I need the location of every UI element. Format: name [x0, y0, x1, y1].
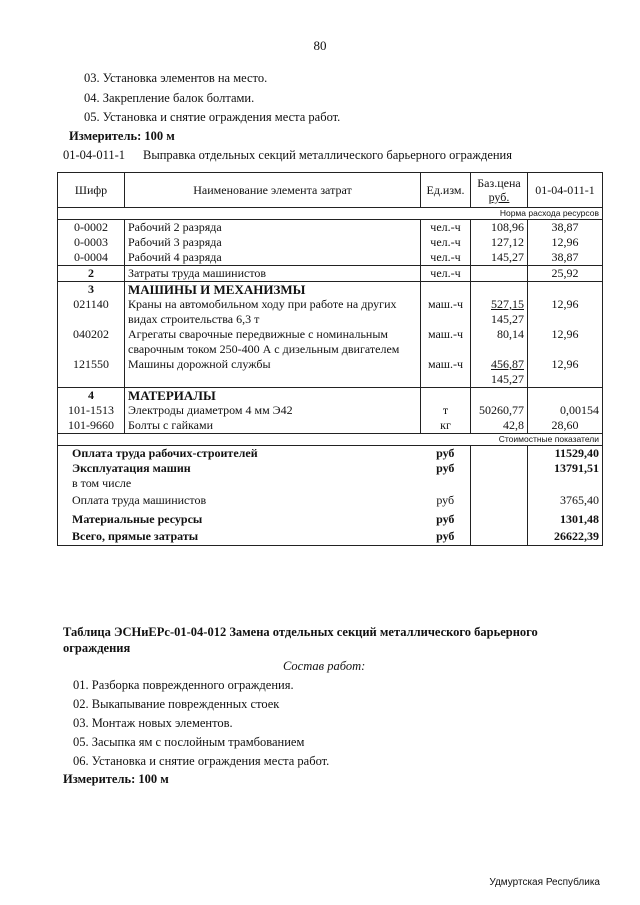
- row-code: 121550: [58, 357, 125, 388]
- row-code: 0-0002: [58, 220, 125, 236]
- cost-row: [58, 476, 603, 491]
- row-norm: 38,87: [528, 250, 603, 266]
- norm-band-row: [58, 208, 603, 220]
- cost-row: [58, 446, 603, 462]
- row-norm: 12,96: [528, 357, 603, 388]
- row-norm: 12,96: [528, 297, 603, 327]
- work-step: 03. Установка элементов на место.: [84, 71, 268, 85]
- table-row: [58, 418, 603, 434]
- table2-title: Таблица ЭСНиЕРс-01-04-012 Замена отдельных секций металлического барьерного: [63, 625, 538, 639]
- row-price-secondary: 145,27: [491, 372, 524, 386]
- work-step: 03. Монтаж новых элементов.: [73, 716, 233, 730]
- table-row: [58, 297, 603, 327]
- table-row: [58, 357, 603, 388]
- row-code: 040202: [58, 327, 125, 357]
- row-norm: 12,96: [528, 327, 603, 357]
- row-unit: маш.-ч: [421, 327, 471, 357]
- header-code: Шифр: [58, 173, 125, 208]
- cost-unit: руб: [421, 510, 471, 528]
- row-code: 101-9660: [58, 418, 125, 434]
- row-price: 127,12: [471, 235, 528, 250]
- row-name: Болты с гайками: [125, 418, 421, 434]
- row-name: Затраты труда машинистов: [125, 266, 421, 282]
- work-step: 05. Засыпка ям с послойным трамбованием: [73, 735, 305, 749]
- row-name: Машины дорожной службы: [125, 357, 421, 388]
- section-number: 3: [58, 282, 125, 298]
- cost-band-row: [58, 434, 603, 446]
- row-unit: чел.-ч: [421, 266, 471, 282]
- row-code: 101-1513: [58, 403, 125, 418]
- row-name: Электроды диаметром 4 мм Э42: [125, 403, 421, 418]
- row-price-main: 527,15: [491, 297, 524, 311]
- section-title: Выправка отдельных секций металлического барьерного ограждения: [143, 148, 512, 162]
- row-unit: чел.-ч: [421, 235, 471, 250]
- row-name: Агрегаты сварочные передвижные с номинальным сварочным током 250-400 А с дизельным двигателем: [125, 327, 421, 357]
- cost-label: Оплата труда машинистов: [58, 491, 421, 510]
- row-norm: 25,92: [528, 266, 603, 282]
- row-norm: 0,00154: [528, 403, 603, 418]
- row-price-main: 456,87: [491, 357, 524, 371]
- section-heading: МАТЕРИАЛЫ: [125, 388, 421, 404]
- cost-unit: руб: [421, 491, 471, 510]
- table-header-row: [58, 173, 603, 208]
- cost-unit: руб: [421, 446, 471, 462]
- cost-value: 26622,39: [528, 528, 603, 546]
- row-code: 021140: [58, 297, 125, 327]
- row-name: Рабочий 4 разряда: [125, 250, 421, 266]
- cost-row: [58, 491, 603, 510]
- cost-unit: руб: [421, 461, 471, 476]
- row-norm: 12,96: [528, 235, 603, 250]
- work-step: 02. Выкапывание поврежденных стоек: [73, 697, 280, 711]
- row-unit: кг: [421, 418, 471, 434]
- row-code: 2: [58, 266, 125, 282]
- meter-label: Измеритель: 100 м: [63, 772, 169, 786]
- row-price: [471, 266, 528, 282]
- cost-value: 3765,40: [528, 491, 603, 510]
- row-name: Краны на автомобильном ходу при работе на других видах строительства 6,3 т: [125, 297, 421, 327]
- row-price: 50260,77: [471, 403, 528, 418]
- row-price: [471, 357, 528, 388]
- work-step: 06. Установка и снятие ограждения места работ.: [73, 754, 330, 768]
- row-price-secondary: 145,27: [491, 312, 524, 326]
- row-name: Рабочий 3 разряда: [125, 235, 421, 250]
- cost-unit: руб: [421, 528, 471, 546]
- page-number: 80: [313, 38, 327, 53]
- cost-label: Эксплуатация машин: [58, 461, 421, 476]
- row-unit: чел.-ч: [421, 220, 471, 236]
- cost-value: 13791,51: [528, 461, 603, 476]
- work-step: 04. Закрепление балок болтами.: [84, 91, 255, 105]
- row-unit: маш.-ч: [421, 357, 471, 388]
- table-row: [58, 403, 603, 418]
- cost-row: [58, 528, 603, 546]
- row-code: 0-0003: [58, 235, 125, 250]
- work-step: 05. Установка и снятие ограждения места работ.: [84, 110, 341, 124]
- norm-band: Норма расхода ресурсов: [58, 208, 603, 220]
- row-price: 108,96: [471, 220, 528, 236]
- cost-band: Стоимостные показатели: [58, 434, 603, 446]
- cost-label: Материальные ресурсы: [58, 510, 421, 528]
- row-price: [471, 297, 528, 327]
- row-price: 42,8: [471, 418, 528, 434]
- header-norm: 01-04-011-1: [528, 173, 603, 208]
- table2-title-cont: ограждения: [63, 641, 131, 655]
- table-row: [58, 266, 603, 282]
- section-heading: МАШИНЫ И МЕХАНИЗМЫ: [125, 282, 421, 298]
- section-row: [58, 388, 603, 404]
- table-row: [58, 235, 603, 250]
- cost-value: [528, 476, 603, 491]
- meter-label: Измеритель: 100 м: [69, 129, 175, 143]
- table-row: [58, 250, 603, 266]
- row-unit: маш.-ч: [421, 297, 471, 327]
- row-unit: т: [421, 403, 471, 418]
- row-price: 80,14: [471, 327, 528, 357]
- work-step: 01. Разборка поврежденного ограждения.: [73, 678, 294, 692]
- cost-value: 11529,40: [528, 446, 603, 462]
- section-number: 4: [58, 388, 125, 404]
- header-price-line1: Баз.цена: [477, 176, 521, 190]
- row-norm: 38,87: [528, 220, 603, 236]
- cost-row: [58, 461, 603, 476]
- table-row: [58, 327, 603, 357]
- row-unit: чел.-ч: [421, 250, 471, 266]
- composition-title: Состав работ:: [283, 659, 366, 673]
- section-code: 01-04-011-1: [63, 148, 126, 162]
- header-price-line2: руб.: [488, 190, 510, 204]
- row-norm: 28,60: [528, 418, 603, 434]
- cost-label: Оплата труда рабочих-строителей: [58, 446, 421, 462]
- footer-region: Удмуртская Республика: [489, 877, 600, 888]
- cost-unit: [421, 476, 471, 491]
- header-unit: Ед.изм.: [421, 173, 471, 208]
- row-price: 145,27: [471, 250, 528, 266]
- cost-label: в том числе: [58, 476, 421, 491]
- resource-table: [57, 172, 603, 546]
- section-row: [58, 282, 603, 298]
- header-price: [471, 173, 528, 208]
- cost-label: Всего, прямые затраты: [58, 528, 421, 546]
- row-name: Рабочий 2 разряда: [125, 220, 421, 236]
- cost-value: 1301,48: [528, 510, 603, 528]
- row-code: 0-0004: [58, 250, 125, 266]
- table-row: [58, 220, 603, 236]
- header-name: Наименование элемента затрат: [125, 173, 421, 208]
- cost-row: [58, 510, 603, 528]
